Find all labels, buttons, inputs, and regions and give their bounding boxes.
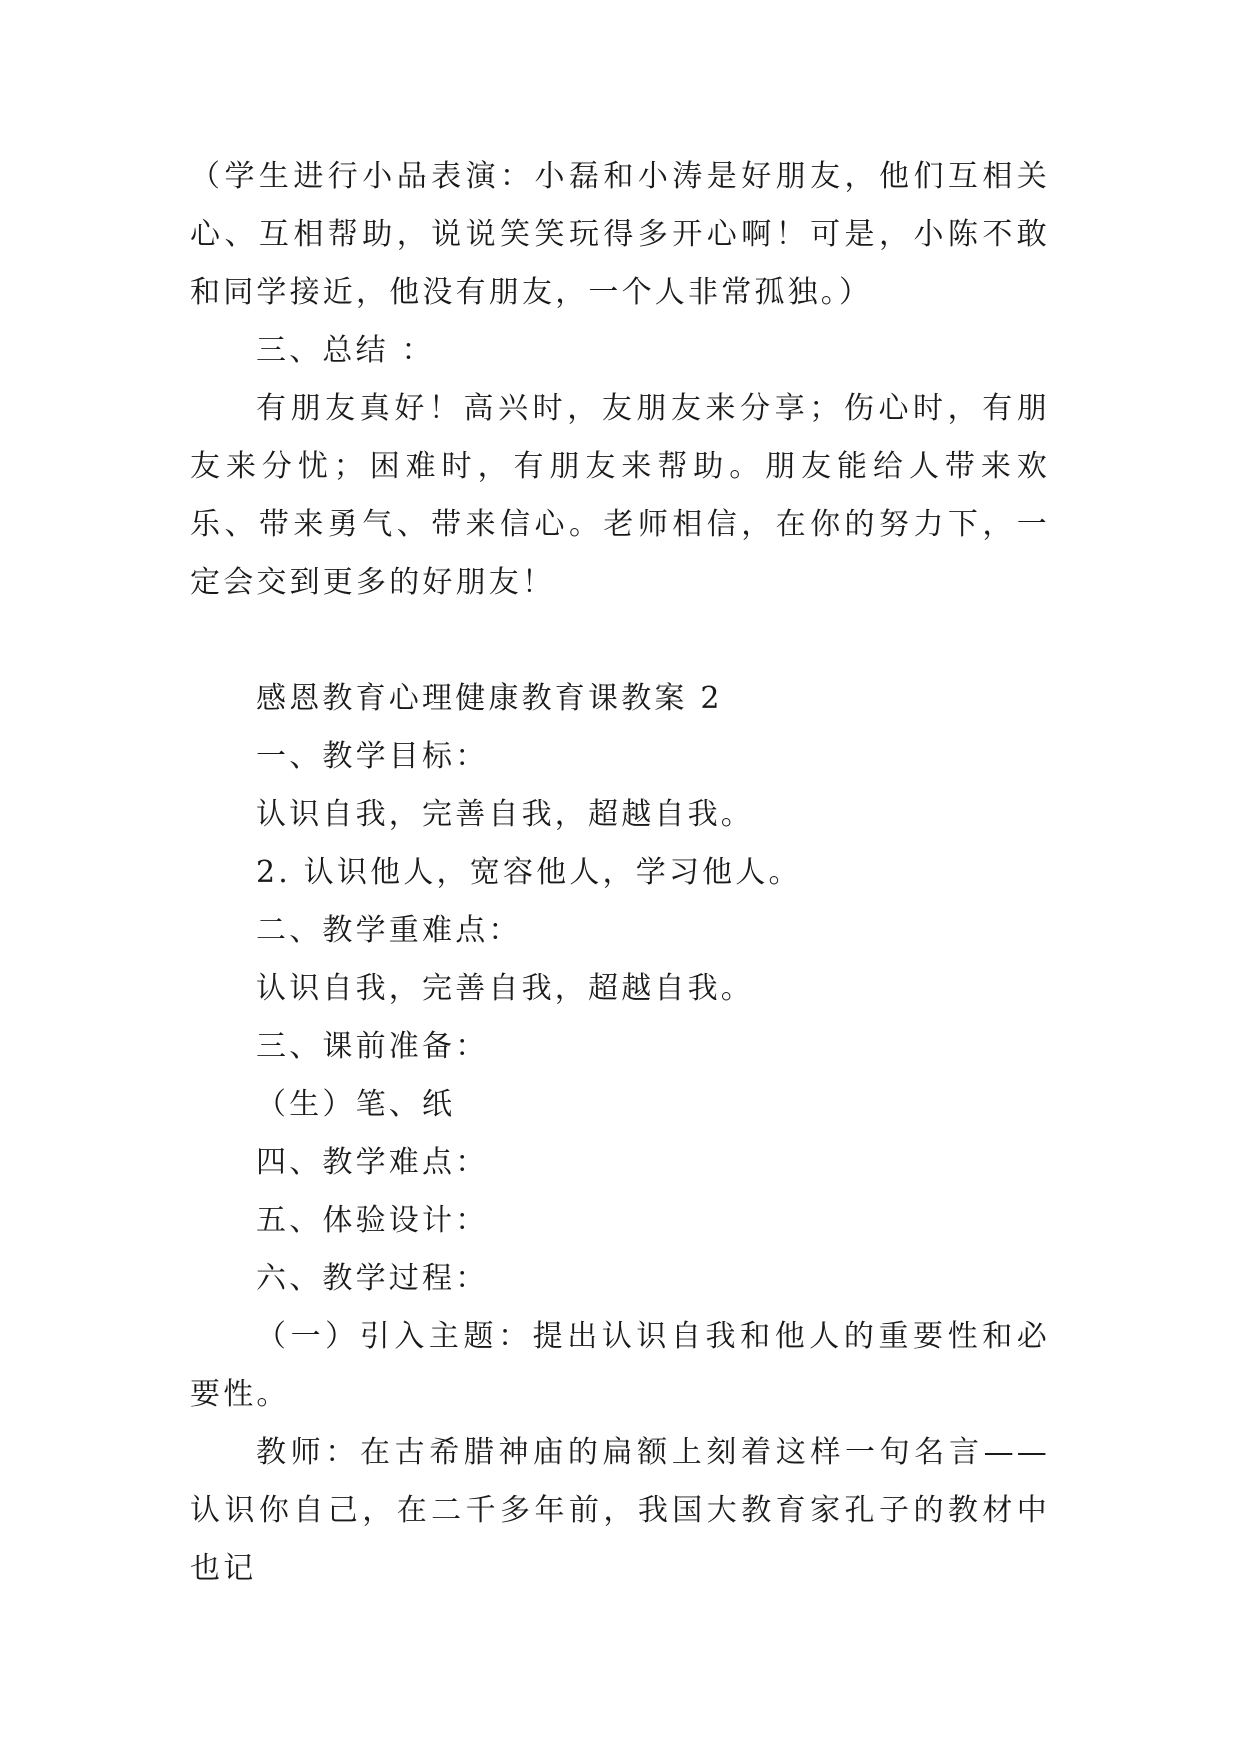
heading-key-points: 二、教学重难点：: [256, 913, 522, 948]
heading-difficulties: 四、教学难点：: [256, 1145, 489, 1180]
process-intro: （一）引入主题：提出认识自我和他人的重要性和必要性。: [190, 1319, 1050, 1412]
teacher-quote: 教师：在古希腊神庙的扁额上刻着这样一句名言——认识你自己，在二千多年前，我国大教育家孔子的教材中也记: [190, 1435, 1050, 1586]
section-gap: [190, 612, 1050, 670]
document-body: [190, 148, 1050, 1598]
heading-process: 六、教学过程：: [256, 1261, 489, 1296]
objective-2: 2. 认识他人，宽容他人，学习他人。: [256, 855, 802, 890]
heading-preparation: 三、课前准备：: [256, 1029, 489, 1064]
objective-1: 认识自我，完善自我，超越自我。: [256, 797, 754, 832]
heading-experience-design: 五、体验设计：: [256, 1203, 489, 1238]
preparation-text: （生）笔、纸: [256, 1087, 456, 1122]
heading-summary: 三、总结 ：: [256, 333, 435, 368]
heading-objectives: 一、教学目标：: [256, 739, 489, 774]
paragraph-skit: （学生进行小品表演：小磊和小涛是好朋友，他们互相关心、互相帮助，说说笑笑玩得多开心啊！可是，小陈不敢和同学接近，他没有朋友，一个人非常孤独。）: [190, 159, 1050, 310]
lesson-title: 感恩教育心理健康教育课教案 2: [256, 681, 723, 716]
key-points-text: 认识自我，完善自我，超越自我。: [256, 971, 754, 1006]
paragraph-summary: 有朋友真好！高兴时，友朋友来分享；伤心时，有朋友来分忧；困难时，有朋友来帮助。朋友能给人带来欢乐、带来勇气、带来信心。老师相信，在你的努力下，一定会交到更多的好朋友！: [190, 391, 1050, 600]
